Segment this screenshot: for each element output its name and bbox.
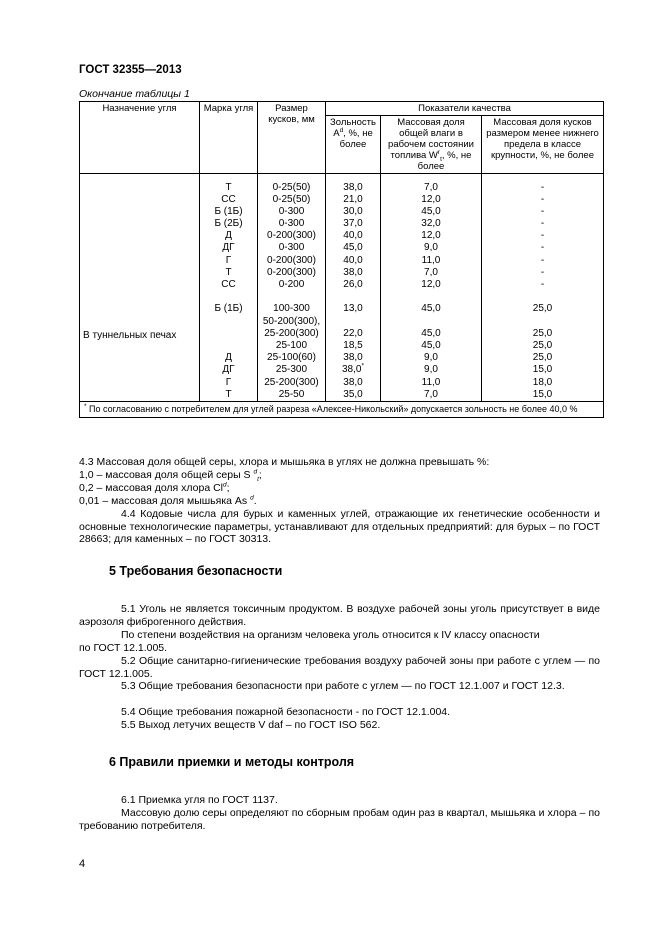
fines-value: -: [540, 266, 545, 278]
col-size: Размер кусков, мм: [258, 102, 326, 174]
grade-value: Г: [225, 254, 232, 266]
quality-table: [79, 101, 604, 418]
size-value: 0-200(300): [267, 254, 316, 266]
moisture-value: [381, 291, 481, 303]
fines-value: [482, 291, 603, 303]
grade-value: Б (1Б): [214, 303, 243, 315]
ash-value: 40,0: [343, 230, 363, 242]
purpose-label: В туннельных печах: [83, 329, 177, 341]
para-6-1-content: Массовую долю серы определяют по сборным пробам один раз в квартал, мышьяка и хлора – по требованию потребителя.: [79, 807, 600, 832]
fines-value: 25,0: [532, 327, 553, 339]
para-5-3: 5.3 Общие требования безопасности при работе с углем — по ГОСТ 12.1.007 и ГОСТ 12.3.: [121, 680, 565, 692]
para-5-2: 5.2 Общие санитарно-гигиенические требования воздуху рабочей зоны при работе с углем — по ГОСТ 12.1.005.: [79, 655, 600, 680]
document-header: ГОСТ 32355—2013: [79, 64, 182, 76]
col-grade: Марка угля: [200, 102, 258, 174]
fines-value: 25,0: [532, 303, 553, 315]
fines-value: -: [540, 279, 545, 290]
size-column: [258, 182, 326, 402]
size-value: 25-300: [275, 364, 308, 376]
size-value: 25-100: [275, 339, 308, 351]
col-moisture: Массовая доля общей влаги в рабочем состоянии топлива $W^r_t$, %, не более: [381, 116, 482, 174]
moisture-value: 7,0: [424, 266, 438, 278]
size-value: 25-200(300): [264, 376, 319, 388]
ash-value: 22,0: [343, 327, 363, 339]
page-number: 4: [79, 858, 86, 870]
col-quality: Показатели качества: [326, 102, 604, 116]
purpose-cell: [80, 182, 200, 402]
ash-value: 30,0: [343, 205, 363, 217]
moisture-value: 12,0: [421, 279, 441, 290]
col-ash: Зольность $A^d$, %, не более: [326, 116, 381, 174]
moisture-value: 11,0: [421, 376, 441, 388]
col-fines: Массовая доля кусков размером менее нижнего предела в классе крупности, %, не более: [482, 116, 604, 174]
chlorine-line: 0,2 – массовая доля хлора Cl$^d$;: [79, 481, 230, 494]
footnote-marker: *: [361, 362, 364, 370]
moisture-value: 32,0: [421, 218, 441, 230]
para-6-1: 6.1 Приемка угля по ГОСТ 1137.: [121, 794, 278, 806]
size-value: 0-300: [278, 205, 305, 217]
ash-value: 21,0: [343, 193, 363, 205]
fines-value: 15,0: [532, 388, 553, 400]
grade-value: Т: [225, 181, 232, 193]
ash-value: 26,0: [343, 279, 363, 290]
para-4-4: 4.4 Кодовые числа для бурых и каменных углей, отражающие их генетические особенности и основные технологические параметры, устанавливают для отдельных предприятий: для бурых – по ГОСТ 28663; для каменных – по ГОСТ 30313.: [79, 508, 600, 546]
para-5-4: 5.4 Общие требования пожарной безопасности - по ГОСТ 12.1.004.: [121, 706, 451, 718]
size-value: [258, 291, 325, 303]
moisture-value: 9,0: [424, 364, 438, 376]
size-value: 25-100(60): [267, 352, 316, 364]
fines-value: [482, 316, 603, 328]
fines-value: -: [540, 193, 545, 205]
fines-value: 18,0: [532, 376, 553, 388]
para-5-1: 5.1 Уголь не является токсичным продуктом. В воздухе рабочей зоны уголь присутствует в виде аэрозоля фиброгенного действия.: [79, 603, 600, 628]
size-value: 0-300: [278, 218, 305, 230]
ash-value: 18,5: [343, 339, 363, 351]
table-footnote: * По согласованию с потребителем для углей разреза «Алексее-Никольский» допускается зольность не более 40,0 %: [80, 401, 604, 417]
moisture-value: 7,0: [424, 181, 438, 193]
ash-value: [326, 291, 380, 303]
moisture-value: 11,0: [421, 254, 441, 266]
ash-value: [326, 316, 380, 328]
ash-value: 38,0: [343, 181, 363, 193]
para-5-5: 5.5 Выход летучих веществ V daf – по ГОСТ ISO 562.: [121, 719, 381, 731]
ash-value: 35,0: [343, 388, 363, 400]
grade-value: ДГ: [222, 364, 235, 376]
moisture-value: 12,0: [421, 193, 441, 205]
grade-value: Т: [225, 266, 232, 278]
grade-value: Д: [225, 352, 232, 364]
arsenic-line: 0,01 – массовая доля мышьяка As $^d$.: [79, 494, 257, 507]
moisture-value: [381, 316, 481, 328]
moisture-value: 45,0: [421, 303, 441, 315]
fines-value: 25,0: [532, 352, 553, 364]
grade-value: [200, 291, 257, 303]
section-6-title: 6 Правили приемки и методы контроля: [109, 755, 355, 769]
fines-value: -: [540, 254, 545, 266]
grade-value: Б (1Б): [214, 205, 243, 217]
size-value: 25-50: [278, 388, 305, 400]
size-value: 0-200: [278, 279, 305, 290]
size-value: 0-25(50): [272, 181, 311, 193]
ash-value: 38,0*: [342, 362, 364, 376]
grade-value: [200, 328, 257, 340]
fines-column: [482, 182, 604, 402]
grade-value: СС: [221, 279, 236, 290]
size-value: 0-200(300): [267, 230, 316, 242]
ash-value: 40,0: [343, 254, 363, 266]
fines-value: -: [540, 181, 545, 193]
ash-value: 38,0: [343, 376, 363, 388]
grade-value: Г: [225, 376, 232, 388]
size-value: 0-300: [278, 242, 305, 254]
section-5-title: 5 Требования безопасности: [109, 564, 283, 578]
grade-value: ДГ: [222, 242, 235, 254]
fines-value: -: [540, 242, 545, 254]
table-caption: Окончание таблицы 1: [79, 88, 190, 100]
moisture-value: 9,0: [424, 352, 438, 364]
fines-value: -: [540, 205, 545, 217]
moisture-value: 9,0: [424, 242, 438, 254]
grade-value: СС: [221, 193, 236, 205]
fines-value: -: [540, 230, 545, 242]
moisture-value: 7,0: [424, 388, 438, 400]
ash-column: [326, 182, 381, 402]
grade-value: Т: [225, 388, 232, 400]
para-5-1-class: По степени воздействия на организм человека уголь относится к IV классу опасности: [121, 629, 540, 641]
ash-value: 13,0: [343, 303, 363, 315]
moisture-value: 45,0: [421, 339, 441, 351]
ash-value: 37,0: [343, 218, 363, 230]
fines-value: 15,0: [532, 364, 553, 376]
grade-value: [200, 316, 257, 328]
grade-value: [200, 340, 257, 352]
fines-value: 25,0: [532, 339, 553, 351]
size-value: 25-200(300): [264, 327, 319, 339]
grade-value: Д: [225, 230, 232, 242]
para-4-3: 4.3 Массовая доля общей серы, хлора и мышьяка в углях не должна превышать %:: [79, 456, 490, 468]
size-value: 100-300: [273, 303, 310, 315]
ash-value: 38,0: [343, 266, 363, 278]
size-value: 0-25(50): [272, 193, 311, 205]
moisture-column: [381, 182, 482, 402]
ash-value: 38,0: [343, 352, 363, 364]
ash-value: 45,0: [343, 242, 363, 254]
size-value: 50-200(300),: [262, 315, 321, 327]
moisture-value: 12,0: [421, 230, 441, 242]
col-purpose: Назначение угля: [80, 102, 200, 174]
size-value: 0-200(300): [267, 266, 316, 278]
fines-value: -: [540, 218, 545, 230]
para-5-1-gost: по ГОСТ 12.1.005.: [79, 642, 168, 654]
grade-column: [200, 182, 258, 402]
grade-value: Б (2Б): [214, 218, 243, 230]
moisture-value: 45,0: [421, 205, 441, 217]
moisture-value: 45,0: [421, 327, 441, 339]
sulfur-line: 1,0 – массовая доля общей серы S $^d_t$;: [79, 468, 262, 484]
